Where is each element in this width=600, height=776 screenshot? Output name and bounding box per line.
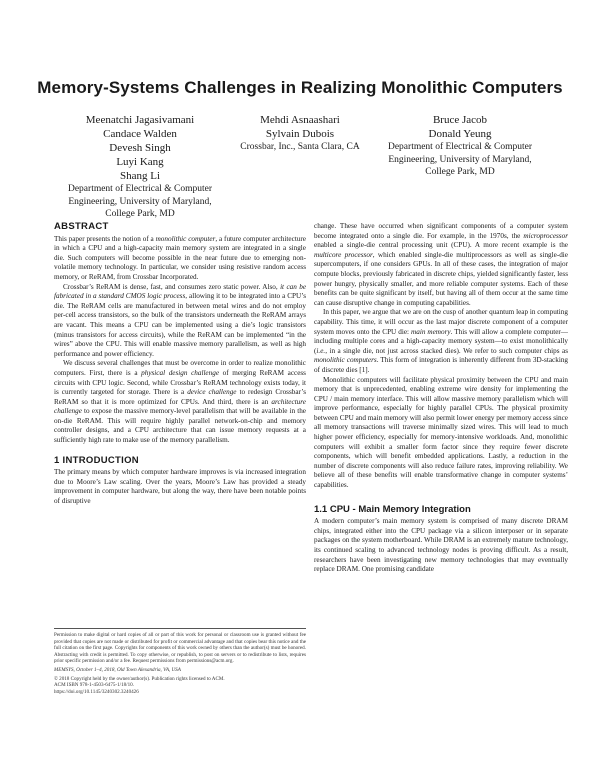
text-run: . This will allow a complete computer—including multiple cores and a high-capacity memory system—to exist monolithically ( [314,327,568,355]
right-column [314,222,568,575]
author-affiliation: Department of Electrical & Computer [67,184,213,194]
text-run: In this paper, we argue that we are on the cusp of another quantum leap in computing capability. This time, it will occur as the last major discrete component of a computer system moves onto the CPU die: [314,308,568,336]
emphasis-text: physical design challenge [141,368,220,377]
author-affiliation: Crossbar, Inc., Santa Clara, CA [240,142,360,152]
body-paragraph: A modern computer’s main memory system is comprised of many discrete DRAM chips, integrated either into the CPU package via a silicon interposer or in separate packages on the system motherboard. While DRAM is an extremely mature technology, its continued scaling to advanced technology nodes is proving difficult. As a result, researchers have been investigating new memory technologies that may eventually replace DRAM. One promising candidate [314,517,568,574]
text-run: to expose the massive memory-level parallelism that will be available in the on-die ReRAM. This will require highly parallel network-on-chip and memory controller designs, and a CPU architecture that can issue memory requests at a sufficiently high rate to make use of the memory parallelism. [54,407,306,445]
author-name: Devesh Singh [109,142,171,154]
author-affiliation: College Park, MD [425,167,495,177]
author-affiliation: Engineering, University of Maryland, [68,196,212,207]
emphasis-text: microprocessor [523,231,568,240]
author-name: Meenatchi Jagasivamani [85,114,195,126]
emphasis-text: it can be fabricated in a standard CMOS logic process [54,282,307,301]
text-run: , allowing it to be integrated into a CPU’s die. The ReRAM cells are manufactured in between metal wires and do not employ per-cell access transistors, so the bulk of the transistors underneath the ReRAM arrays are vacant. This means a CPU can be implemented using a die’s logic transistors (minus transistors for access circuits), while the ReRAM can be implemented “in the wires” above the CPU. This will enable massive memory parallelism, as well as high performance and power efficiency. [54,292,306,358]
body-paragraph [314,376,568,491]
intro-paragraph: The primary means by which computer hardware improves is via increased integration due to Moore’s Law scaling. Over the years, Moore’s Law has provided a steady improvement in computer hardware, but along the way, there have been notable points of disruptive [54,468,306,506]
text-run: , in a single die, not just across stacked dies). We refer to such computer chips as [325,346,568,355]
author-block-right [360,113,560,179]
subsection-heading: 1.1 CPU - Main Memory Integration [314,503,471,515]
footnote-rule [54,628,306,629]
emphasis-text: main memory [411,327,451,336]
isbn-line: ACM ISBN 978-1-4503-6475-1/18/10. [54,682,134,689]
author-name: Bruce Jacob [432,114,488,126]
abstract-paragraph [54,235,306,283]
emphasis-text: monolithic computers [314,356,377,365]
text-run: This paper presents the notion of a [54,234,156,243]
text-run: We discuss several challenges that must be overcome in order to realize monolithic computers. First, there is a [54,359,306,377]
abstract-paragraph [54,283,306,360]
author-affiliation: College Park, MD [105,209,175,219]
text-run: . This form of integration is inherently different from 3D-stacking of discrete dies [1]. [314,356,569,374]
introduction-heading: 1 INTRODUCTION [54,454,139,466]
author-name: Shang Li [119,170,161,182]
emphasis-text: multicore processor [314,250,373,259]
emphasis-text: architecture challenge [54,397,306,416]
doi-link[interactable]: https://doi.org/10.1145/3240302.3240426 [54,688,139,695]
author-name: Mehdi Asnaashari [260,114,340,126]
author-name: Sylvain Dubois [265,128,335,140]
text-run: change. These have occurred when significant components of a computer system become integrated onto a single die. For example, in the 1970s, the [314,222,568,240]
paper-title: Memory-Systems Challenges in Realizing Monolithic Computers [37,78,563,97]
left-column [54,222,306,507]
copyright-line: © 2018 Copyright held by the owner/author(s). Publication rights licensed to ACM. [54,675,225,682]
emphasis-text: i.e. [316,346,326,355]
copyright-footnote [54,628,306,695]
text-run: , which enabled single-die multiprocessors as well as single-die supercomputers, if one considers GPUs. In all of these cases, the integration of major compute blocks, previously fabricated in discrete chips, yielded significantly faster, less power hungry, physically smaller, and more reliable computer systems. Each of these benefits can be quite significant by itself, but having all of them occur at the same time can cause disruptive change in computing capabilities. [314,250,568,307]
text-run: enabled a single-die central processing unit (CPU). A more recent example is the [314,241,568,250]
text-run: of merging ReRAM access circuits with CPU logic. Second, while Crossbar’s ReRAM technology exists today, it is currently targeted for storage. There is a [54,368,306,397]
author-name: Luyi Kang [116,156,164,168]
body-paragraph [314,308,568,375]
emphasis-text: device challenge [187,388,237,397]
abstract-paragraph [54,359,306,445]
permission-notice: Permission to make digital or hard copies of all or part of this work for personal or classroom use is granted without fee provided that copies are not made or distributed for profit or commercial advantage and that copies bear this notice and the full citation on the first page. Copyrights for components of this work owned by others than the author(s) must be honored. Abstracting with credit is permitted. To copy otherwise, or republish, to post on servers or to redistribute to lists, requires prior specific permission and/or a fee. Request permissions from permissions@acm.org. [54,632,306,665]
text-run: , a future computer architecture in which a CPU and a high-capacity main memory system are integrated in a single die. Such computers will become possible in the near future due to emerging non-volatile memory technology. In particular, we consider using resistive random access memory, or ReRAM, from Crossbar Incorporated. [54,234,306,281]
body-paragraph [314,222,568,308]
author-affiliation: Engineering, University of Maryland, [388,154,532,165]
emphasis-text: monolithic computer [155,234,216,243]
text-run: to redesign Crossbar’s ReRAM so that it is more optimized for CPUs. And third, there is an [54,388,306,406]
author-name: Donald Yeung [428,128,492,140]
venue-line: MEMSYS, October 1–4, 2018, Old Town Alexandria, VA, USA [54,666,181,673]
text-run: Monolithic computers will facilitate physical proximity between the CPU and main memory that is unprecedented, enabling extreme wire density for implementing the CPU / main memory interface. This will allow massive memory parallelism which will improve performance, especially for highly parallel CPUs. The physical proximity between CPU and main memory will also permit lower energy per memory access since all memory transactions will traverse minimally sized wires. This will lead to much higher power efficiency, especially for memory-intensive workloads. And, monolithic computers will exhibit a smaller form factor since they require fewer discrete components, which will benefit embedded applications. Lastly, a reduction in the number of discrete components will also reduce failure rates, improving reliability. We believe all of these benefits will enable transformative change in computer systems’ capabilities. [314,375,568,490]
abstract-heading: ABSTRACT [54,221,109,232]
author-name: Candace Walden [103,128,177,140]
author-affiliation: Department of Electrical & Computer [387,142,533,152]
text-run: Crossbar’s ReRAM is dense, fast, and consumes zero static power. Also, [63,282,281,291]
